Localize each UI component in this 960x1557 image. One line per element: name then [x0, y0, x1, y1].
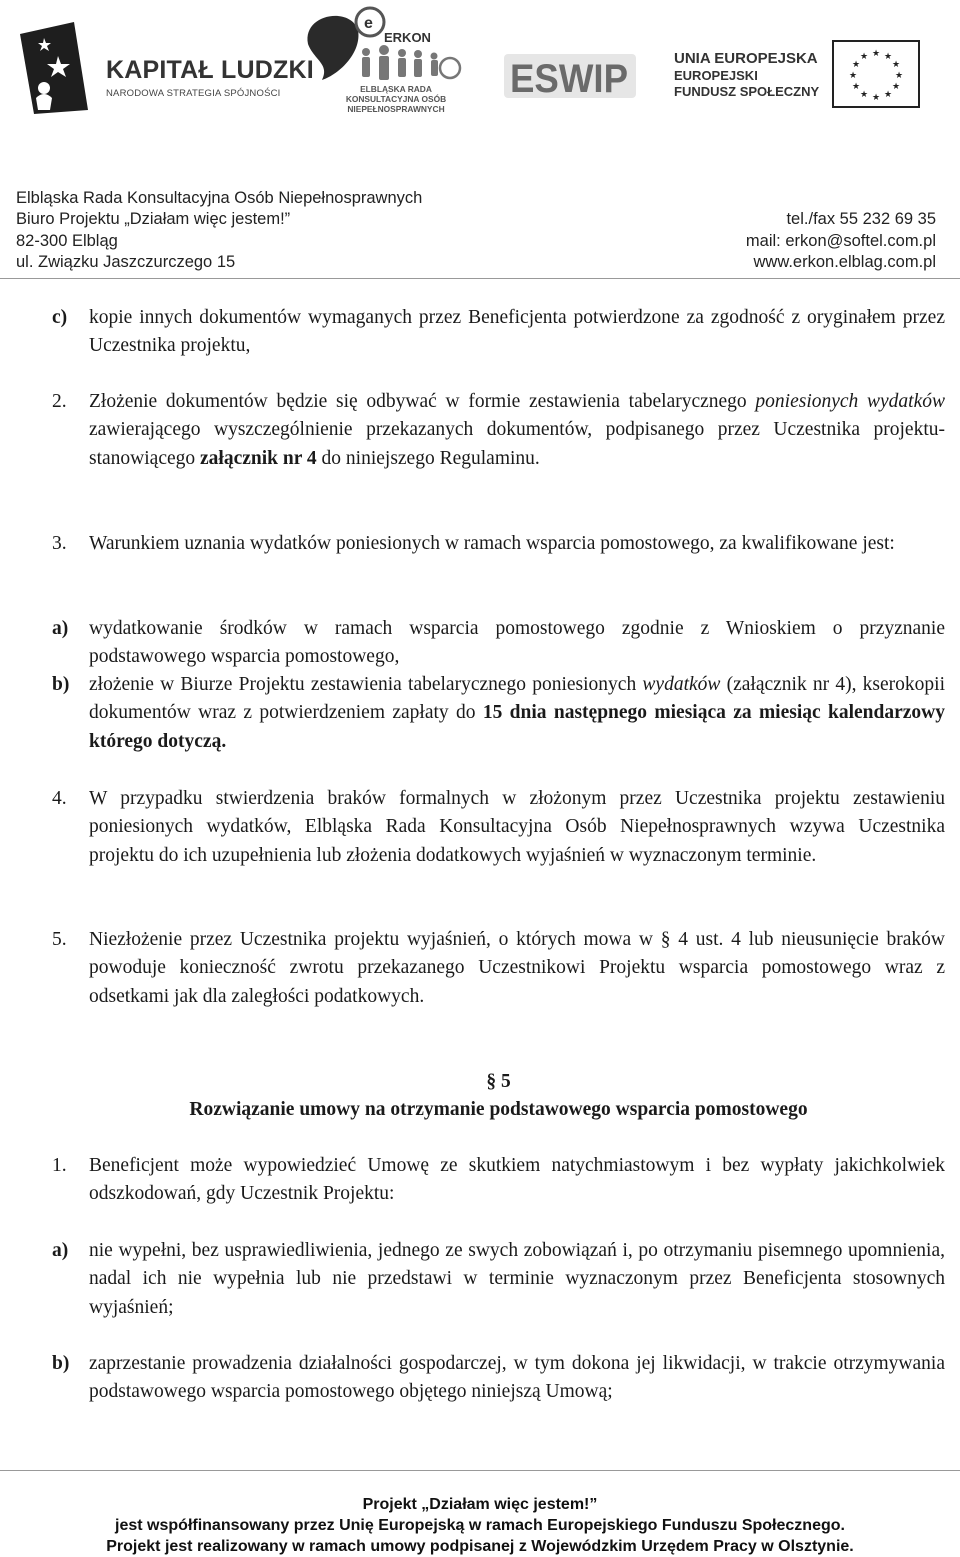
- org-name: Elbląska Rada Konsultacyjna Osób Niepełnosprawnych: [16, 189, 423, 207]
- svg-text:★: ★: [848, 71, 858, 81]
- project-office: Biuro Projektu „Działam więc jestem!”: [16, 210, 291, 229]
- section-item-b-text: zaprzestanie prowadzenia działalności gospodarczej, w tym dokona jej likwidacji, w trakcie otrzymywania podstawowego wsparcia pomostowego objętego niniejszą Umową;: [89, 1353, 945, 1403]
- item-a-marker: a): [52, 618, 69, 639]
- kapital-ludzki-logo: [14, 16, 314, 116]
- svg-text:★: ★: [859, 52, 869, 62]
- erkon-family-emblem-icon: [300, 4, 470, 86]
- paragraph-4-marker: 4.: [52, 788, 67, 809]
- section-item-1-marker: 1.: [52, 1155, 67, 1176]
- paragraph-3-marker: 3.: [52, 533, 67, 554]
- erkon-caption-line-3: NIEPEŁNOSPRAWNYCH: [347, 104, 445, 114]
- erkon-caption: [340, 84, 452, 114]
- erkon-name: ERKON: [384, 30, 431, 45]
- item-b-marker: b): [52, 674, 70, 695]
- paragraph-3: [52, 530, 945, 558]
- kapital-ludzki-subtitle: NARODOWA STRATEGIA SPÓJNOŚCI: [106, 88, 281, 99]
- section-item-1: [52, 1152, 945, 1209]
- eu-logo: [660, 40, 930, 112]
- eu-line-2: EUROPEJSKI: [674, 68, 758, 83]
- svg-text:★: ★: [891, 60, 901, 70]
- paragraph-4-text: W przypadku stwierdzenia braków formalnych w złożonym przez Uczestnika projektu zestawieniu poniesionych wydatków, Elbląska Rada Konsultacyjna Osób Niepełnosprawnych wzywa Uczestnika projektu do ich uzupełnienia lub złożenia dodatkowych wyjaśnień w wyznaczonym terminie.: [89, 788, 945, 866]
- footer-line-3: Projekt jest realizowany w ramach umowy podpisanej z Wojewódzkim Urzędem Pracy w Olsztynie.: [106, 1538, 854, 1555]
- section-item-1-text: Beneficjent może wypowiedzieć Umowę ze skutkiem natychmiastowym i bez wypłaty jakichkolwiek odszkodowań, gdy Uczestnik Projektu:: [89, 1155, 945, 1205]
- svg-text:★: ★: [891, 82, 901, 92]
- svg-text:★: ★: [871, 93, 881, 103]
- erkon-caption-line-2: KONSULTACYJNA OSÓB: [345, 94, 447, 104]
- paragraph-4: [52, 785, 945, 870]
- section-number: § 5: [486, 1071, 511, 1092]
- svg-text:★: ★: [851, 60, 861, 70]
- website[interactable]: www.erkon.elblag.com.pl: [753, 252, 936, 271]
- section-item-b-marker: b): [52, 1353, 70, 1374]
- street: ul. Związku Jaszczurczego 15: [16, 252, 236, 271]
- svg-text:★: ★: [883, 90, 893, 100]
- section-item-a-marker: a): [52, 1240, 69, 1261]
- kapital-ludzki-emblem-icon: [14, 16, 94, 116]
- footer-line-1: Projekt „Działam więc jestem!”: [362, 1496, 598, 1513]
- address-header: [16, 188, 944, 273]
- item-b: [52, 671, 945, 756]
- eswip-name: ESWIP: [510, 57, 628, 100]
- item-c-marker: c): [52, 307, 68, 328]
- phone: tel./fax 55 232 69 35: [786, 210, 936, 229]
- eswip-logo: [504, 52, 636, 100]
- footer: [0, 1494, 960, 1557]
- item-c-text: kopie innych dokumentów wymaganych przez Beneficjenta potwierdzone za zgodność z oryginałem przez Uczestnika projektu,: [89, 307, 945, 357]
- paragraph-2-text: Złożenie dokumentów będzie się odbywać w formie zestawienia tabelarycznego poniesionych wydatków zawierającego wyszczególnienie przekazanych dokumentów, podpisanego przez Uczestnika projektu- stanowiącego załącznik nr 4 do niniejszego Regulaminu.: [89, 391, 945, 469]
- svg-text:★: ★: [894, 71, 904, 81]
- item-a: [52, 615, 945, 672]
- paragraph-2-marker: 2.: [52, 391, 67, 412]
- eu-line-3: FUNDUSZ SPOŁECZNY: [674, 84, 820, 99]
- header-divider: [0, 278, 960, 279]
- eswip-wordmark-icon: [504, 52, 636, 100]
- paragraph-5: [52, 926, 945, 1011]
- paragraph-3-text: Warunkiem uznania wydatków poniesionych w ramach wsparcia pomostowego, za kwalifikowane jest:: [89, 533, 895, 554]
- logo-band: [0, 0, 960, 140]
- svg-text:★: ★: [851, 82, 861, 92]
- svg-text:★: ★: [859, 90, 869, 100]
- kapital-ludzki-title: KAPITAŁ LUDZKI: [106, 56, 314, 84]
- footer-divider: [0, 1470, 960, 1471]
- paragraph-2: [52, 388, 945, 473]
- section-item-b: [52, 1350, 945, 1407]
- city: 82-300 Elbląg: [16, 231, 118, 250]
- eu-line-1: UNIA EUROPEJSKA: [674, 50, 818, 67]
- section-item-a: [52, 1237, 945, 1322]
- item-c: [52, 304, 945, 361]
- svg-text:★: ★: [871, 49, 881, 59]
- paragraph-5-text: Niezłożenie przez Uczestnika projektu wyjaśnień, o których mowa w § 4 ust. 4 lub nieusunięcie braków powoduje konieczność zwrotu przekazanego Uczestnikowi Projektu wsparcia pomostowego wraz z odsetkami jak dla zaległości podatkowych.: [89, 929, 945, 1007]
- footer-line-2: jest współfinansowany przez Unię Europejską w ramach Europejskiego Funduszu Społecznego.: [115, 1517, 845, 1534]
- item-a-text: wydatkowanie środków w ramach wsparcia pomostowego zgodnie z Wnioskiem o przyznanie podstawowego wsparcia pomostowego,: [89, 618, 945, 668]
- item-b-text: złożenie w Biurze Projektu zestawienia tabelarycznego poniesionych wydatków (załącznik nr 4), kserokopii dokumentów wraz z potwierdzeniem zapłaty do 15 dnia następnego miesiąca za miesiąc kalendarzowy którego dotyczą.: [89, 674, 946, 752]
- erkon-logo: [300, 4, 470, 128]
- email[interactable]: mail: erkon@softel.com.pl: [745, 231, 936, 250]
- paragraph-5-marker: 5.: [52, 929, 67, 950]
- section-title: Rozwiązanie umowy na otrzymanie podstawowego wsparcia pomostowego: [189, 1099, 808, 1120]
- section-item-a-text: nie wypełni, bez usprawiedliwienia, jednego ze swych zobowiązań i, po otrzymaniu pisemnego upomnienia, nadal ich nie wypełnia lub nie przedstawi w terminie wyznaczonym przez Beneficjenta stosownych wyjaśnień;: [89, 1240, 945, 1318]
- erkon-caption-line-1: ELBLĄSKA RADA: [360, 84, 432, 94]
- svg-text:★: ★: [883, 52, 893, 62]
- eu-flag-icon: [832, 40, 920, 108]
- svg-text:e: e: [364, 15, 373, 32]
